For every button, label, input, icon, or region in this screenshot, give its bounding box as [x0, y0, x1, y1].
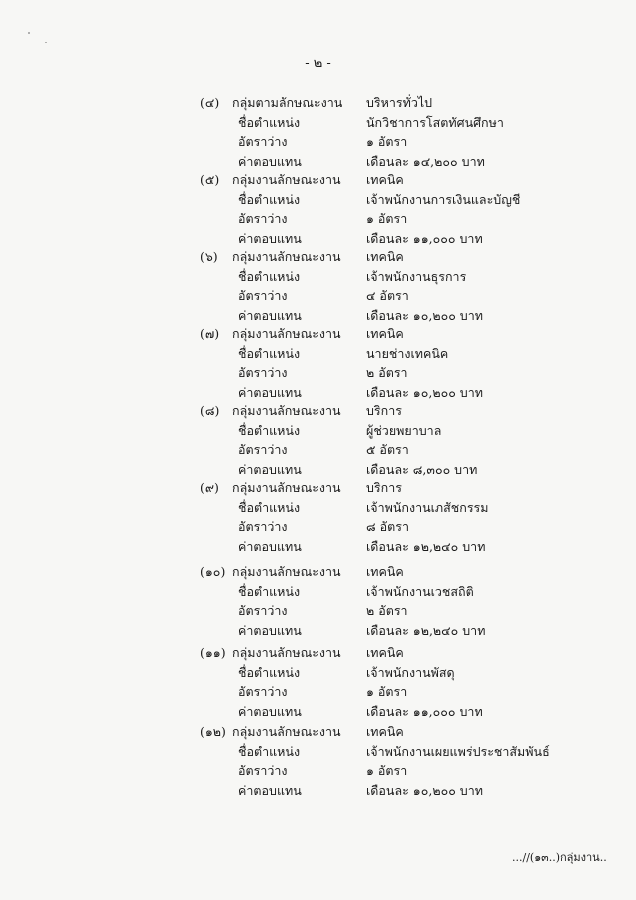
vacancy-label: อัตราว่าง [238, 684, 288, 699]
vacancy-value: ๒ อัตรา [366, 603, 408, 618]
pay-value: เดือนละ ๘,๓๐๐ บาท [366, 461, 478, 477]
position-value: เจ้าพนักงานเวชสถิติ [366, 583, 474, 599]
position-value: นายช่างเทคนิค [366, 345, 449, 361]
page-number: - ๒ - [305, 56, 331, 71]
pay-value: เดือนละ ๑๐,๒๐๐ บาท [366, 782, 483, 798]
entry-number: (๗) [200, 326, 220, 341]
group-value: บริหารทั่วไป [366, 95, 433, 110]
vacancy-label: อัตราว่าง [238, 763, 288, 778]
vacancy-label: อัตราว่าง [238, 519, 288, 534]
entry-number: (๑๒) [200, 724, 226, 739]
vacancy-value: ๑ อัตรา [366, 763, 408, 778]
scan-speck [28, 32, 30, 34]
position-label: ชื่อตำแหน่ง [238, 345, 301, 361]
group-label: กลุ่มงานลักษณะงาน [232, 326, 341, 341]
group-label: กลุ่มตามลักษณะงาน [232, 95, 343, 110]
group-value: เทคนิค [366, 249, 404, 264]
position-label: ชื่อตำแหน่ง [238, 499, 301, 515]
pay-value: เดือนละ ๑๑,๐๐๐ บาท [366, 230, 483, 246]
group-value: เทคนิค [366, 724, 404, 739]
group-value: บริการ [366, 480, 402, 495]
position-value: เจ้าพนักงานการเงินและบัญชี [366, 191, 521, 207]
group-label: กลุ่มงานลักษณะงาน [232, 724, 341, 739]
position-label: ชื่อตำแหน่ง [238, 268, 301, 284]
entry-number: (๘) [200, 403, 220, 418]
position-label: ชื่อตำแหน่ง [238, 114, 301, 130]
pay-label: ค่าตอบแทน [238, 153, 302, 169]
group-value: บริการ [366, 403, 402, 418]
pay-label: ค่าตอบแทน [238, 622, 302, 638]
position-value: เจ้าพนักงานธุรการ [366, 268, 467, 284]
vacancy-value: ๕ อัตรา [366, 442, 409, 457]
pay-value: เดือนละ ๑๒,๒๔๐ บาท [366, 538, 486, 554]
pay-label: ค่าตอบแทน [238, 782, 302, 798]
entry-number: (๕) [200, 172, 220, 187]
position-label: ชื่อตำแหน่ง [238, 743, 301, 759]
position-value: เจ้าพนักงานเผยแพร่ประชาสัมพันธ์ [366, 743, 550, 759]
vacancy-label: อัตราว่าง [238, 211, 288, 226]
entry-number: (๑๐) [200, 564, 226, 579]
position-value: เจ้าพนักงานเภสัชกรรม [366, 499, 489, 515]
group-label: กลุ่มงานลักษณะงาน [232, 403, 341, 418]
group-label: กลุ่มงานลักษณะงาน [232, 645, 341, 660]
group-value: เทคนิค [366, 172, 404, 187]
position-label: ชื่อตำแหน่ง [238, 583, 301, 599]
vacancy-label: อัตราว่าง [238, 365, 288, 380]
vacancy-label: อัตราว่าง [238, 134, 288, 149]
entry-number: (๔) [200, 95, 220, 110]
position-label: ชื่อตำแหน่ง [238, 422, 301, 438]
continuation-note: ...//(๑๓..)กลุ่มงาน.. [512, 851, 607, 864]
position-value: นักวิชาการโสตทัศนศึกษา [366, 114, 504, 130]
pay-label: ค่าตอบแทน [238, 230, 302, 246]
pay-value: เดือนละ ๑๐,๒๐๐ บาท [366, 307, 483, 323]
vacancy-label: อัตราว่าง [238, 288, 288, 303]
scan-speck [45, 42, 47, 43]
entry-number: (๑๑) [200, 645, 226, 660]
pay-value: เดือนละ ๑๑,๐๐๐ บาท [366, 703, 483, 719]
vacancy-value: ๑ อัตรา [366, 211, 408, 226]
entry-number: (๖) [200, 249, 218, 264]
position-label: ชื่อตำแหน่ง [238, 191, 301, 207]
group-value: เทคนิค [366, 326, 404, 341]
pay-label: ค่าตอบแทน [238, 461, 302, 477]
pay-label: ค่าตอบแทน [238, 307, 302, 323]
vacancy-label: อัตราว่าง [238, 603, 288, 618]
entry-number: (๙) [200, 480, 219, 495]
vacancy-value: ๑ อัตรา [366, 684, 408, 699]
group-label: กลุ่มงานลักษณะงาน [232, 172, 341, 187]
group-value: เทคนิค [366, 645, 404, 660]
vacancy-value: ๘ อัตรา [366, 519, 409, 534]
position-label: ชื่อตำแหน่ง [238, 664, 301, 680]
pay-label: ค่าตอบแทน [238, 703, 302, 719]
group-label: กลุ่มงานลักษณะงาน [232, 480, 341, 495]
pay-label: ค่าตอบแทน [238, 538, 302, 554]
group-value: เทคนิค [366, 564, 404, 579]
pay-label: ค่าตอบแทน [238, 384, 302, 400]
group-label: กลุ่มงานลักษณะงาน [232, 249, 341, 264]
vacancy-value: ๔ อัตรา [366, 288, 409, 303]
position-value: ผู้ช่วยพยาบาล [366, 422, 442, 438]
vacancy-label: อัตราว่าง [238, 442, 288, 457]
pay-value: เดือนละ ๑๔,๒๐๐ บาท [366, 153, 485, 169]
group-label: กลุ่มงานลักษณะงาน [232, 564, 341, 579]
position-value: เจ้าพนักงานพัสดุ [366, 664, 455, 680]
vacancy-value: ๒ อัตรา [366, 365, 408, 380]
pay-value: เดือนละ ๑๒,๒๔๐ บาท [366, 622, 486, 638]
vacancy-value: ๑ อัตรา [366, 134, 408, 149]
pay-value: เดือนละ ๑๐,๒๐๐ บาท [366, 384, 483, 400]
